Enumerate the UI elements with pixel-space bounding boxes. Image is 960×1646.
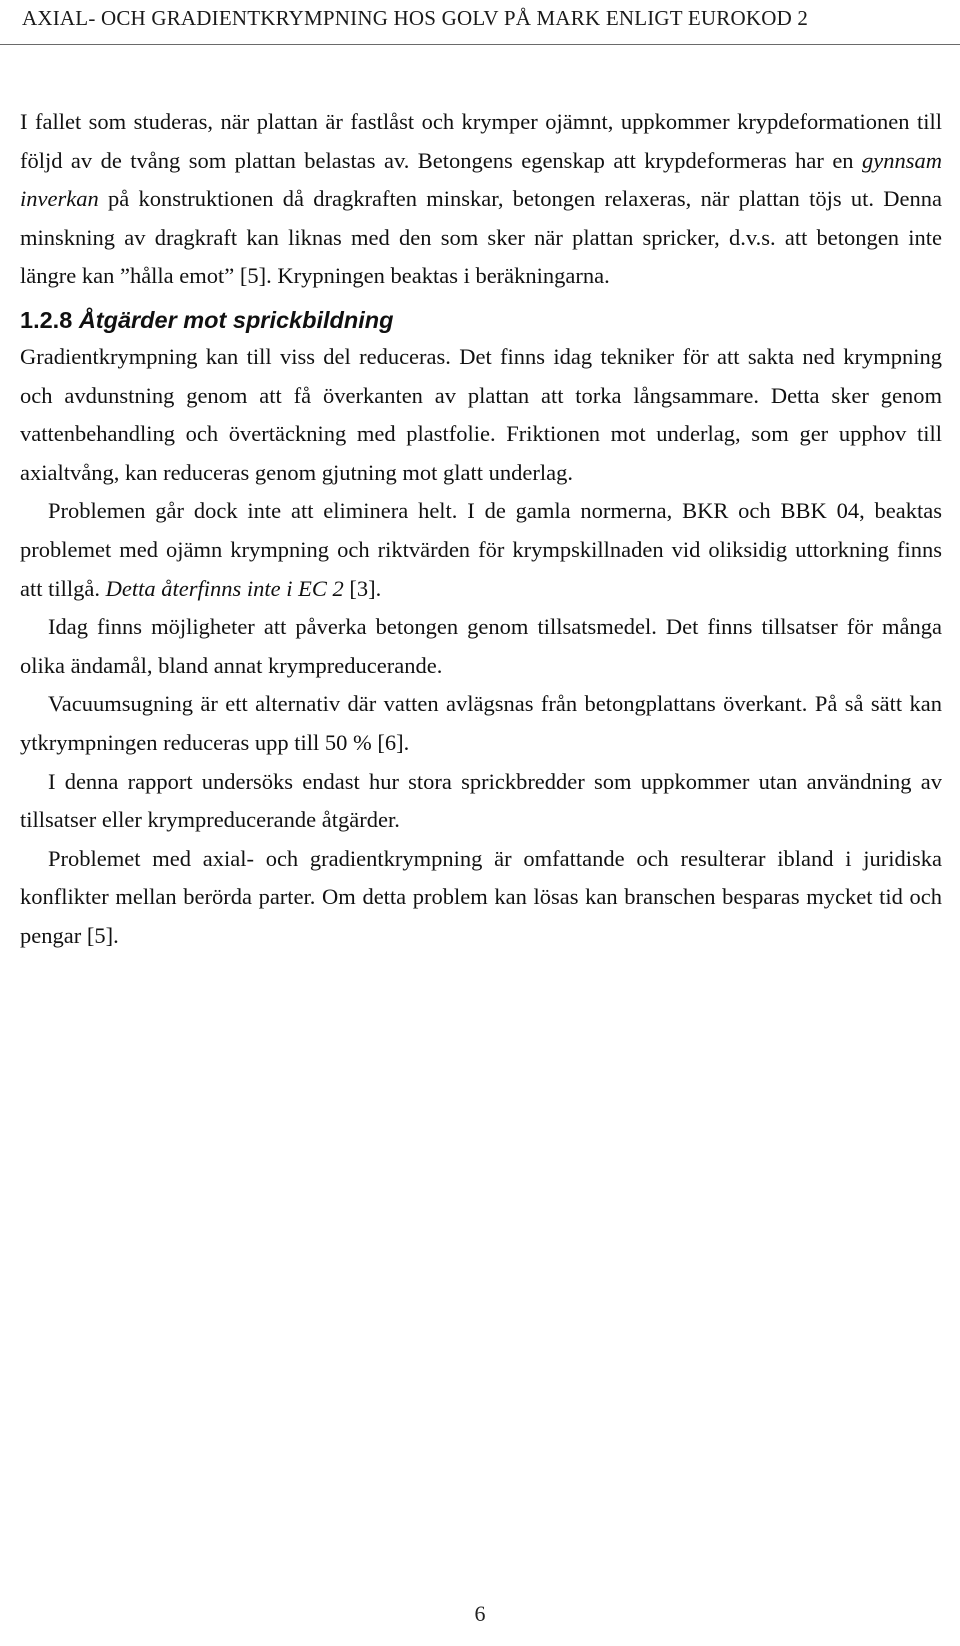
paragraph-creep — [20, 103, 942, 296]
paragraph-report-scope: I denna rapport undersöks endast hur stora sprickbredder som uppkommer utan användning av tillsatser eller krympreducerande åtgärder. — [20, 768, 942, 833]
page-number: 6 — [474, 1601, 486, 1626]
paragraph-norms-emphasis: Detta återfinns inte i EC 2 — [105, 575, 344, 601]
paragraph-norms-text-b: [3]. — [343, 575, 382, 601]
paragraph-norms-text-a: Problemen går dock inte att eliminera helt. I de gamla normerna, BKR och BBK 04, beaktas problemet med ojämn krympning och riktvärden för krympskillnaden vid oliksidig uttorkning finns att tillgå. — [20, 498, 942, 601]
section-title: Åtgärder mot sprickbildning — [78, 306, 394, 333]
paragraph-vacuum: Vacuumsugning är ett alternativ där vatten avlägsnas från betongplattans överkant. På så sätt kan ytkrympningen reduceras upp till 50 % [6]. — [20, 691, 942, 755]
paragraph-admixtures: Idag finns möjligheter att påverka betongen genom tillsatsmedel. Det finns tillsatser för många olika ändamål, bland annat krympreducerande. — [20, 614, 942, 678]
paragraph-creep-text-b: på konstruktionen då dragkraften minskar, betongen relaxeras, när plattan töjs ut. Denna minskning av dragkraft kan liknas med den som sker när plattan spricker, d.v.s. att betongen inte längre kan ”hålla emot” [5]. Krypningen beaktas i beräkningarna. — [20, 186, 942, 289]
paragraph-gradient-reduction: Gradientkrympning kan till viss del reduceras. Det finns idag tekniker för att sakta ned krympning och avdunstning genom att få överkanten av plattan att torka långsammare. Detta sker genom vattenbehandling och övertäckning med plastfolie. Friktionen mot underlag, som ger upphov till axialtvång, kan reduceras genom gjutning mot glatt underlag. — [20, 343, 942, 485]
page-body — [20, 103, 942, 955]
section-number: 1.2.8 — [20, 306, 73, 333]
running-header: AXIAL- OCH GRADIENTKRYMPNING HOS GOLV PÅ MARK ENLIGT EUROKOD 2 — [22, 6, 809, 30]
section-heading — [20, 302, 942, 338]
paragraph-creep-emphasis: gynnsam inverkan — [20, 147, 942, 212]
paragraph-creep-text-a: I fallet som studeras, när plattan är fastlåst och krymper ojämnt, uppkommer krypdeformationen till följd av de tvång som plattan belastas av. Betongens egenskap att krypdeformeras har en — [20, 109, 942, 173]
paragraph-conclusion: Problemet med axial- och gradientkrympning är omfattande och resulterar ibland i juridiska konflikter mellan berörda parter. Om detta problem kan lösas kan branschen besparas mycket tid och pengar [5]. — [20, 845, 942, 948]
header-divider — [0, 44, 960, 45]
paragraph-norms — [20, 492, 942, 608]
